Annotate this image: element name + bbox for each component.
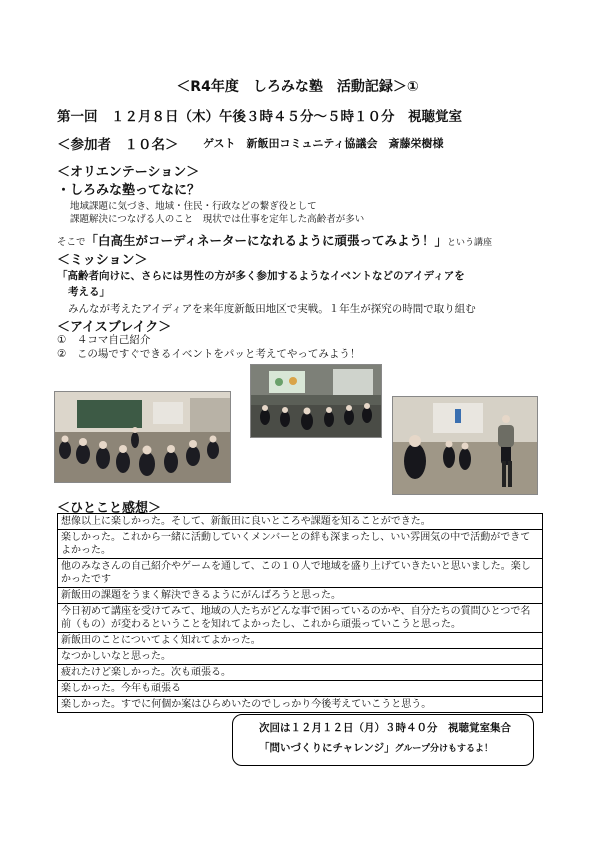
table-row [58,681,543,697]
session-line: 第一回 １２月８日（木）午後３時４５分～５時１０分 視聴覚室 [57,109,462,125]
photo-projector-session [250,364,382,438]
table-row [58,604,543,633]
soko-prefix: そこで [57,237,86,248]
orientation-heading: ＜オリエンテーション＞ [57,165,200,180]
impression-cell: 楽しかった。すでに何個か案はひらめいたのでしっかり今後考えていこうと思う。 [58,697,543,713]
orientation-bullet: ・しろみな塾ってなに？ [57,183,201,198]
guest-line: ゲスト 新飯田コミュニティ協議会 斎藤栄樹様 [203,137,444,150]
table-row [58,633,543,649]
impressions-heading: ＜ひとこと感想＞ [57,501,162,516]
photo-projector-session-image [251,365,381,437]
impression-cell: 想像以上に楽しかった。そして、新飯田に良いところや課題を知ることができた。 [58,514,543,530]
impression-cell: 今日初めて講座を受けてみて、地域の人たちがどんな事で困っているのかや、自分たちの質問ひとつで名前（もの）が変わるということを知れてよかったし、これから頑張っていこうと思った。 [58,604,543,633]
next-session-line-2 [259,740,493,755]
impression-cell: 楽しかった。これから一緒に活動していくメンバーとの絆も深まったし、いい雰囲気の中で活動ができてよかった。 [58,530,543,559]
mission-quote-line-2: 考える」 [68,286,110,298]
next-session-theme: 「問いづくりにチャレンジ」 [259,742,395,754]
mission-heading: ＜ミッション＞ [57,253,148,268]
orientation-desc-line-1: 地域課題に気づき、地域・住民・行政などの繋ぎ役として [70,201,317,212]
table-row [58,559,543,588]
next-session-note: グループ分けもするよ！ [394,744,493,754]
table-row [58,530,543,559]
mission-quote-line-1: 「高齢者向けに、さらには男性の方が多く参加するようなイベントなどのアイディアを [57,270,465,282]
mission-desc: みんなが考えたアイディアを来年度新飯田地区で実戦。１年生が探究の時間で取り組む [68,303,476,315]
table-row [58,514,543,530]
impressions-table [57,513,543,713]
impression-cell: 他のみなさんの自己紹介やゲームを通して、この１０人で地域を盛り上げていきたいと思いました。楽しかったです [58,559,543,588]
photo-activity [392,396,538,495]
photo-lecture-room [54,391,231,483]
photo-lecture-room-image [55,392,230,482]
orientation-desc-line-2: 課題解決につなげる人のこと 現状では仕事を定年した高齢者が多い [70,214,365,225]
table-row [58,697,543,713]
soko-suffix: という講座 [447,238,493,248]
impression-cell: 疲れたけど楽しかった。次も頑張る。 [58,665,543,681]
icebreak-item-1: ① ４コマ自己紹介 [57,334,151,346]
soko-main: 「白高生がコーディネーターになれるように頑張ってみよう！」 [85,233,448,248]
icebreak-heading: ＜アイスブレイク＞ [57,320,172,335]
photo-activity-image [393,397,537,494]
table-row [58,665,543,681]
table-row [58,588,543,604]
page-title: ＜R4年度 しろみな塾 活動記録＞① [176,79,419,95]
table-row [58,649,543,665]
next-session-box [232,714,534,766]
impression-cell: 新飯田のことについてよく知れてよかった。 [58,633,543,649]
impression-cell: 楽しかった。今年も頑張る [58,681,543,697]
impression-cell: 新飯田の課題をうまく解決できるようにがんばろうと思った。 [58,588,543,604]
icebreak-item-2: ② この場ですぐできるイベントをパッと考えてやってみよう！ [57,348,361,360]
soko-line [57,231,492,249]
participants-label: ＜参加者 １０名＞ [57,137,179,153]
next-session-line-1: 次回は１２月１２日（月）３時４０分 視聴覚室集合 [259,722,511,734]
impression-cell: なつかしいなと思った。 [58,649,543,665]
